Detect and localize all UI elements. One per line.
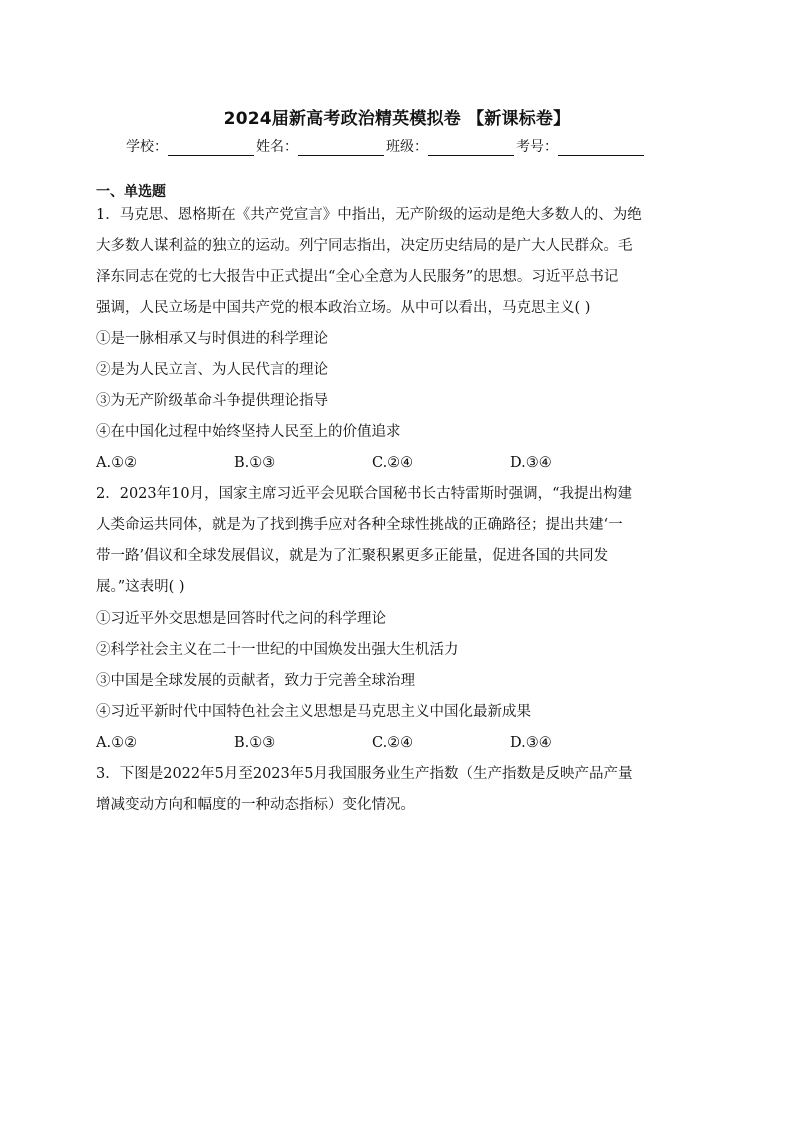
question-1-options [96,448,700,478]
question-1-line: 1．马克思、恩格斯在《共产党宣言》中指出，无产阶级的运动是绝大多数人的、为绝 [96,207,642,223]
question-2-statement: ②科学社会主义在二十一世纪的中国焕发出强大生机活力 [96,642,459,658]
question-1-statement: ②是为人民立言、为人民代言的理论 [96,362,328,378]
question-1-line: 强调，人民立场是中国共产党的根本政治立场。从中可以看出，马克思主义( ) [96,300,591,316]
school-blank [168,141,254,156]
school-field [126,136,256,156]
option-a[interactable]: A.①② [96,455,138,471]
question-2-line: 2．2023年10月，国家主席习近平会见联合国秘书长古特雷斯时强调，“我提出构建 [96,486,632,502]
class-field [386,136,516,156]
question-3-line: 3．下图是2022年5月至2023年5月我国服务业生产指数（生产指数是反映产品产量 [96,766,633,782]
option-b[interactable]: B.①③ [234,455,276,471]
question-2-statement: ③中国是全球发展的贡献者，致力于完善全球治理 [96,673,415,689]
question-1-statement: ①是一脉相承又与时俱进的科学理论 [96,331,328,347]
class-blank [428,141,514,156]
school-label: 学校： [126,139,168,155]
number-blank [558,141,644,156]
number-field [516,136,646,156]
option-a[interactable]: A.①② [96,735,138,751]
option-c[interactable]: C.②④ [372,455,414,471]
student-info-row [126,136,646,156]
option-b[interactable]: B.①③ [234,735,276,751]
question-2-line: 人类命运共同体，就是为了找到携手应对各种全球性挑战的正确路径；提出共建‘一 [96,517,623,533]
question-1-statement: ③为无产阶级革命斗争提供理论指导 [96,393,328,409]
question-1-stem [96,200,700,324]
option-d[interactable]: D.③④ [510,735,552,751]
question-1-line: 泽东同志在党的七大报告中正式提出“全心全意为人民服务”的思想。习近平总书记 [96,269,619,285]
option-c[interactable]: C.②④ [372,735,414,751]
name-label: 姓名： [256,139,298,155]
class-label: 班级： [386,139,428,155]
exam-title: 2024届新高考政治精英模拟卷 【新课标卷】 [223,109,571,129]
question-3-stem [96,759,700,821]
question-2-statement: ④习近平新时代中国特色社会主义思想是马克思主义中国化最新成果 [96,704,531,720]
question-2-line: 展。”这表明( ) [96,579,185,595]
question-2-options [96,728,700,758]
name-blank [298,141,384,156]
question-1-statement: ④在中国化过程中始终坚持人民至上的价值追求 [96,424,401,440]
question-3-line: 增减变动方向和幅度的一种动态指标）变化情况。 [96,797,415,813]
number-label: 考号： [516,139,558,155]
option-d[interactable]: D.③④ [510,455,552,471]
question-2-statement: ①习近平外交思想是回答时代之问的科学理论 [96,611,386,627]
question-2-line: 带一路’倡议和全球发展倡议，就是为了汇聚积累更多正能量，促进各国的共同发 [96,548,609,564]
section-heading: 一、单选题 [96,184,166,200]
question-2-stem [96,479,700,603]
question-1-line: 大多数人谋利益的独立的运动。列宁同志指出，决定历史结局的是广大人民群众。毛 [96,238,633,254]
name-field [256,136,386,156]
